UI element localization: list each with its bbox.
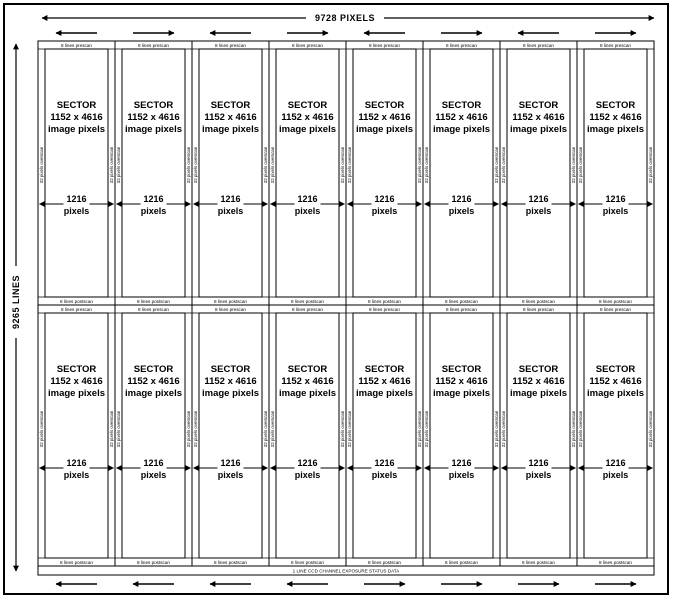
- prescan-label: 8 lines prescan: [138, 43, 169, 48]
- overscan-label-left: 32 pixels overscan: [423, 146, 429, 184]
- postscan-label: 8 lines postscan: [599, 560, 632, 565]
- sector-unit: image pixels: [509, 388, 568, 399]
- sector-unit: image pixels: [47, 124, 106, 135]
- overscan-label-right: 32 pixels overscan: [263, 146, 268, 184]
- sector-size: 1152 x 4616: [512, 112, 565, 123]
- postscan-label: 8 lines postscan: [137, 299, 170, 304]
- sector-width-unit: pixels: [602, 206, 629, 216]
- overscan-label-left: 32 pixels overscan: [269, 410, 275, 448]
- sector-box: [38, 41, 115, 305]
- width-dimension: [42, 13, 654, 23]
- overscan-label-left: 32 pixels overscan: [500, 410, 506, 448]
- sector-title: SECTOR: [287, 364, 328, 375]
- image-area-box: [122, 49, 185, 297]
- overscan-label-left: 32 pixels overscan: [269, 146, 275, 184]
- postscan-label: 8 lines postscan: [214, 299, 247, 304]
- image-area-box: [353, 313, 416, 558]
- sector-width-unit: pixels: [294, 206, 321, 216]
- prescan-label: 8 lines prescan: [215, 307, 246, 312]
- sector-width-value: 1216: [374, 458, 395, 468]
- sector-title: SECTOR: [56, 364, 97, 375]
- prescan-label: 8 lines prescan: [215, 43, 246, 48]
- sector-unit: image pixels: [201, 124, 260, 135]
- sector-unit: image pixels: [201, 388, 260, 399]
- sector-width-value: 1216: [374, 194, 395, 204]
- sector-box: [500, 41, 577, 305]
- height-label: 9265 LINES: [11, 274, 21, 330]
- overscan-label-left: 32 pixels overscan: [192, 410, 198, 448]
- prescan-label: 8 lines prescan: [61, 43, 92, 48]
- image-area-box: [507, 313, 570, 558]
- image-area-box: [353, 49, 416, 297]
- sector-unit: image pixels: [278, 124, 337, 135]
- sector: [500, 305, 577, 566]
- sector-unit: image pixels: [124, 124, 183, 135]
- sector: [38, 305, 115, 566]
- sector-size: 1152 x 4616: [50, 112, 103, 123]
- status-data-strip: [38, 566, 654, 575]
- sector-size: 1152 x 4616: [127, 376, 180, 387]
- postscan-label: 8 lines postscan: [599, 299, 632, 304]
- sector-width-unit: pixels: [63, 206, 90, 216]
- sector-title: SECTOR: [595, 364, 636, 375]
- overscan-label-right: 32 pixels overscan: [340, 410, 345, 448]
- sector-title: SECTOR: [441, 100, 482, 111]
- image-area-box: [507, 49, 570, 297]
- postscan-label: 8 lines postscan: [214, 560, 247, 565]
- sector-width-unit: pixels: [448, 470, 475, 480]
- sector-size: 1152 x 4616: [512, 376, 565, 387]
- overscan-label-right: 32 pixels overscan: [417, 146, 422, 184]
- sector: [346, 305, 423, 566]
- sector-unit: image pixels: [355, 388, 414, 399]
- sector-unit: image pixels: [586, 388, 645, 399]
- sector-size: 1152 x 4616: [589, 112, 642, 123]
- overscan-label-right: 32 pixels overscan: [648, 410, 653, 448]
- sector-width-unit: pixels: [448, 206, 475, 216]
- overscan-label-right: 32 pixels overscan: [186, 146, 191, 184]
- sector-size: 1152 x 4616: [435, 112, 488, 123]
- prescan-label: 8 lines prescan: [446, 307, 477, 312]
- postscan-label: 8 lines postscan: [60, 299, 93, 304]
- sector-box: [423, 41, 500, 305]
- sector-width-unit: pixels: [602, 470, 629, 480]
- sector: [115, 41, 192, 305]
- sector-size: 1152 x 4616: [281, 112, 334, 123]
- sector-size: 1152 x 4616: [127, 112, 180, 123]
- sector-box: [115, 41, 192, 305]
- image-area-box: [584, 49, 647, 297]
- sector-unit: image pixels: [124, 388, 183, 399]
- sector-width-value: 1216: [528, 458, 549, 468]
- sector-width-value: 1216: [451, 458, 472, 468]
- sector-title: SECTOR: [364, 364, 405, 375]
- prescan-label: 8 lines prescan: [600, 43, 631, 48]
- sector-width-value: 1216: [143, 458, 164, 468]
- sector-size: 1152 x 4616: [50, 376, 103, 387]
- postscan-label: 8 lines postscan: [60, 560, 93, 565]
- overscan-label-left: 32 pixels overscan: [346, 410, 352, 448]
- sector-width-unit: pixels: [294, 470, 321, 480]
- sector-unit: image pixels: [432, 124, 491, 135]
- sector-size: 1152 x 4616: [358, 112, 411, 123]
- sector-box: [269, 41, 346, 305]
- sector: [38, 41, 115, 305]
- sector: [577, 41, 654, 305]
- sector-width-value: 1216: [66, 194, 87, 204]
- height-dimension: [11, 44, 21, 571]
- sector-title: SECTOR: [287, 100, 328, 111]
- prescan-label: 8 lines prescan: [292, 307, 323, 312]
- sector-box: [192, 305, 269, 566]
- sector: [423, 305, 500, 566]
- sector: [269, 41, 346, 305]
- sector-width-unit: pixels: [217, 206, 244, 216]
- overscan-label-left: 32 pixels overscan: [577, 146, 583, 184]
- sector-unit: image pixels: [432, 388, 491, 399]
- overscan-label-right: 32 pixels overscan: [263, 410, 268, 448]
- overscan-label-left: 32 pixels overscan: [577, 410, 583, 448]
- sector-width-unit: pixels: [371, 206, 398, 216]
- overscan-label-right: 32 pixels overscan: [417, 410, 422, 448]
- sector: [577, 305, 654, 566]
- prescan-label: 8 lines prescan: [61, 307, 92, 312]
- postscan-label: 8 lines postscan: [445, 299, 478, 304]
- width-label: 9728 PIXELS: [314, 13, 376, 23]
- sector-width-value: 1216: [528, 194, 549, 204]
- sector-size: 1152 x 4616: [435, 376, 488, 387]
- prescan-label: 8 lines prescan: [369, 43, 400, 48]
- sector-title: SECTOR: [518, 100, 559, 111]
- overscan-label-left: 32 pixels overscan: [192, 146, 198, 184]
- overscan-label-right: 32 pixels overscan: [186, 410, 191, 448]
- postscan-label: 8 lines postscan: [522, 299, 555, 304]
- sector-title: SECTOR: [133, 100, 174, 111]
- image-area-box: [199, 49, 262, 297]
- sector-title: SECTOR: [210, 100, 251, 111]
- overscan-label-right: 32 pixels overscan: [109, 146, 114, 184]
- postscan-label: 8 lines postscan: [445, 560, 478, 565]
- sector-box: [38, 305, 115, 566]
- image-area-box: [430, 49, 493, 297]
- sector: [115, 305, 192, 566]
- image-area-box: [122, 313, 185, 558]
- sector-title: SECTOR: [210, 364, 251, 375]
- overscan-label-right: 32 pixels overscan: [494, 146, 499, 184]
- prescan-label: 8 lines prescan: [292, 43, 323, 48]
- sector-title: SECTOR: [56, 100, 97, 111]
- sector-title: SECTOR: [518, 364, 559, 375]
- sector-title: SECTOR: [441, 364, 482, 375]
- sector-box: [423, 305, 500, 566]
- image-area-box: [584, 313, 647, 558]
- sector-width-unit: pixels: [371, 470, 398, 480]
- sector-box: [346, 305, 423, 566]
- sector-size: 1152 x 4616: [358, 376, 411, 387]
- sector-width-unit: pixels: [217, 470, 244, 480]
- sector-unit: image pixels: [278, 388, 337, 399]
- overscan-label-right: 32 pixels overscan: [494, 410, 499, 448]
- overscan-label-left: 32 pixels overscan: [500, 146, 506, 184]
- sector-box: [577, 305, 654, 566]
- postscan-label: 8 lines postscan: [291, 560, 324, 565]
- sector-title: SECTOR: [364, 100, 405, 111]
- sector: [346, 41, 423, 305]
- sector-width-value: 1216: [220, 194, 241, 204]
- sector: [269, 305, 346, 566]
- overscan-label-left: 32 pixels overscan: [38, 146, 44, 184]
- image-area-box: [45, 49, 108, 297]
- sector-box: [115, 305, 192, 566]
- sector-size: 1152 x 4616: [204, 112, 257, 123]
- image-area-box: [199, 313, 262, 558]
- postscan-label: 8 lines postscan: [368, 299, 401, 304]
- prescan-label: 8 lines prescan: [138, 307, 169, 312]
- sector-width-value: 1216: [451, 194, 472, 204]
- status-data-label: 1 LINE CCD CHANNEL EXPOSURE STATUS DATA: [292, 568, 400, 574]
- sector-unit: image pixels: [355, 124, 414, 135]
- prescan-label: 8 lines prescan: [446, 43, 477, 48]
- sector-width-unit: pixels: [525, 206, 552, 216]
- sector-box: [500, 305, 577, 566]
- sector-title: SECTOR: [595, 100, 636, 111]
- sector-unit: image pixels: [509, 124, 568, 135]
- sector-unit: image pixels: [47, 388, 106, 399]
- sector-size: 1152 x 4616: [204, 376, 257, 387]
- sector-width-unit: pixels: [63, 470, 90, 480]
- sector: [423, 41, 500, 305]
- sector-title: SECTOR: [133, 364, 174, 375]
- sector-width-value: 1216: [220, 458, 241, 468]
- overscan-label-right: 32 pixels overscan: [648, 146, 653, 184]
- image-area-box: [276, 313, 339, 558]
- prescan-label: 8 lines prescan: [523, 307, 554, 312]
- sector: [192, 41, 269, 305]
- sector-box: [346, 41, 423, 305]
- sector-box: [577, 41, 654, 305]
- postscan-label: 8 lines postscan: [368, 560, 401, 565]
- overscan-label-left: 32 pixels overscan: [115, 410, 121, 448]
- overscan-label-right: 32 pixels overscan: [571, 410, 576, 448]
- sector-box: [269, 305, 346, 566]
- sector-unit: image pixels: [586, 124, 645, 135]
- postscan-label: 8 lines postscan: [522, 560, 555, 565]
- sector-box: [192, 41, 269, 305]
- sector-grid: [38, 41, 654, 566]
- postscan-label: 8 lines postscan: [291, 299, 324, 304]
- overscan-label-left: 32 pixels overscan: [38, 410, 44, 448]
- sector-width-value: 1216: [605, 458, 626, 468]
- sector-width-value: 1216: [143, 194, 164, 204]
- sector-width-unit: pixels: [525, 470, 552, 480]
- image-area-box: [45, 313, 108, 558]
- sector-width-value: 1216: [297, 194, 318, 204]
- sector-width-unit: pixels: [140, 470, 167, 480]
- sector-size: 1152 x 4616: [589, 376, 642, 387]
- sector-width-value: 1216: [605, 194, 626, 204]
- postscan-label: 8 lines postscan: [137, 560, 170, 565]
- sector-width-value: 1216: [66, 458, 87, 468]
- sector-width-value: 1216: [297, 458, 318, 468]
- sector-size: 1152 x 4616: [281, 376, 334, 387]
- overscan-label-right: 32 pixels overscan: [340, 146, 345, 184]
- overscan-label-left: 32 pixels overscan: [423, 410, 429, 448]
- prescan-label: 8 lines prescan: [600, 307, 631, 312]
- sector: [500, 41, 577, 305]
- sector-width-unit: pixels: [140, 206, 167, 216]
- prescan-label: 8 lines prescan: [369, 307, 400, 312]
- image-area-box: [430, 313, 493, 558]
- prescan-label: 8 lines prescan: [523, 43, 554, 48]
- overscan-label-left: 32 pixels overscan: [115, 146, 121, 184]
- overscan-label-right: 32 pixels overscan: [571, 146, 576, 184]
- overscan-label-left: 32 pixels overscan: [346, 146, 352, 184]
- sector: [192, 305, 269, 566]
- image-area-box: [276, 49, 339, 297]
- overscan-label-right: 32 pixels overscan: [109, 410, 114, 448]
